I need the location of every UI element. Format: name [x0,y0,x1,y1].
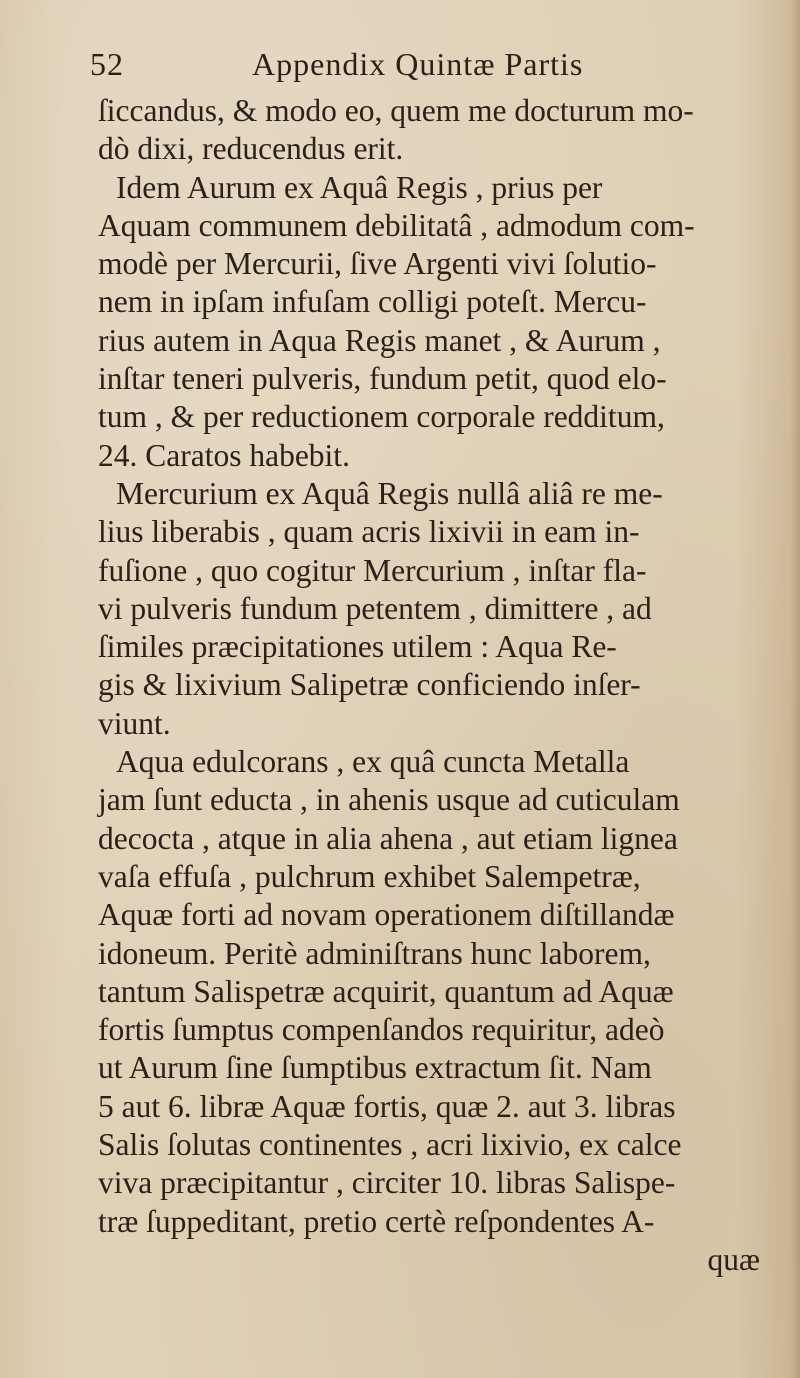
running-head [90,46,650,86]
text-line: inſtar teneri pulveris, fundum petit, quod elo- [98,361,667,397]
text-line: gis & lixivium Salipetræ conficiendo inſer- [98,667,641,703]
text-line: vaſa effuſa , pulchrum exhibet Salempetræ, [98,858,641,894]
running-head-title: Appendix Quintæ Partis [252,46,584,82]
catchword: quæ [707,1241,760,1277]
text-line: nem in ipſam infuſam colligi poteſt. Mercu- [98,284,647,320]
text-line: modè per Mercurii, ſive Argenti vivi ſolutio- [98,246,657,282]
text-line: fuſione , quo cogitur Mercurium , inſtar fla- [98,552,647,588]
body-text [98,92,788,1279]
text-line: rius autem in Aqua Regis manet , & Aurum , [98,322,661,358]
text-line: træ ſuppeditant, pretio certè reſpondentes A- [98,1203,655,1239]
text-line: tantum Salispetræ acquirit, quantum ad Aquæ [98,973,674,1009]
paragraph-start-line: Mercurium ex Aquâ Regis nullâ aliâ re me- [116,475,663,511]
text-line: 24. Caratos habebit. [98,437,350,473]
paragraph-start-line: Idem Aurum ex Aquâ Regis , prius per [116,169,603,205]
text-line: Aquæ forti ad novam operationem diſtillandæ [98,897,675,933]
text-line: ſiccandus, & modo eo, quem me docturum mo- [98,93,694,128]
text-line: ut Aurum ſine ſumptibus extractum ſit. Nam [98,1050,652,1086]
text-line: fortis ſumptus compenſandos requiritur, adeò [98,1012,665,1048]
text-line: vi pulveris fundum petentem , dimittere , ad [98,590,652,626]
text-line: viva præcipitantur , circiter 10. libras Salispe- [98,1165,676,1201]
text-line: tum , & per reductionem corporale redditum, [98,399,665,435]
text-line: dò dixi, reducendus erit. [98,131,404,167]
text-line: Aquam communem debilitatâ , admodum com- [98,207,695,243]
paragraph-start-line: Aqua edulcorans , ex quâ cuncta Metalla [116,744,630,780]
text-line: ſimiles præcipitationes utilem : Aqua Re- [98,629,617,665]
text-line: 5 aut 6. libræ Aquæ fortis, quæ 2. aut 3. libras [98,1088,676,1124]
text-line: viunt. [98,705,171,741]
text-line: lius liberabis , quam acris lixivii in eam in- [98,514,640,550]
text-line: decocta , atque in alia ahena , aut etiam lignea [98,820,678,856]
text-line: idoneum. Peritè adminiſtrans hunc laborem, [98,935,651,971]
text-line: jam ſunt educta , in ahenis usque ad cuticulam [98,782,680,818]
page-edge-shadow [790,0,800,1378]
text-line: Salis ſolutas continentes , acri lixivio, ex calce [98,1127,682,1163]
page-number: 52 [90,46,124,82]
